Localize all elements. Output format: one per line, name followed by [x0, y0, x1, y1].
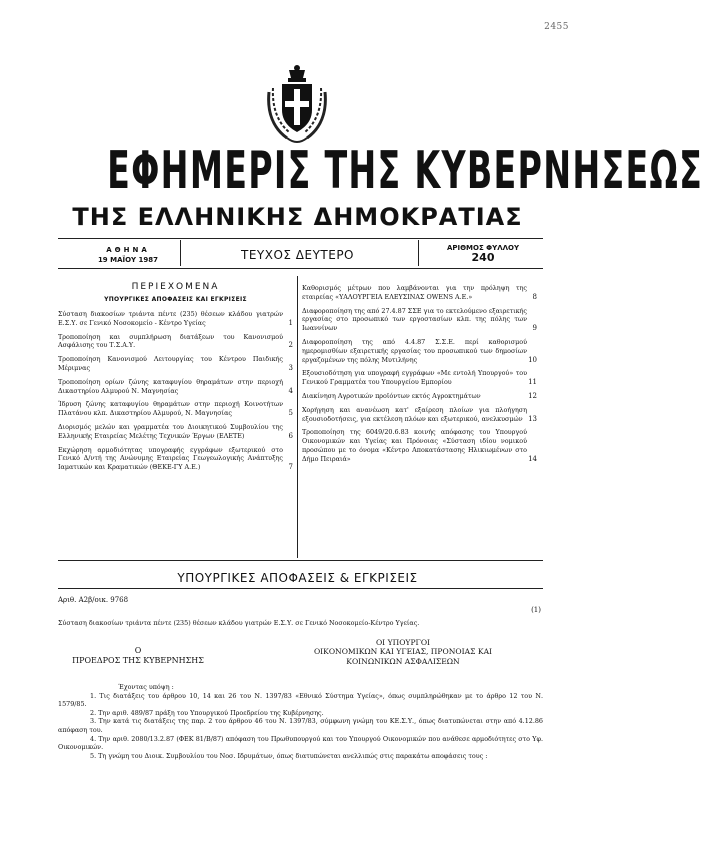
toc-right-column	[302, 284, 537, 469]
body-paragraph: 2. Την αριθ. 489/87 πράξη του Υπουργικού Προεδρείου της Κυβέρνησης.	[90, 708, 324, 717]
greek-coat-of-arms-icon	[263, 62, 331, 146]
toc-item: Τροποποίηση ορίων ζώνης καταφυγίου θηραμάτων στην περιοχή Δικαστηρίου Αλμυρού Ν. Μαγνησίας 4	[58, 377, 293, 395]
header-rule	[58, 238, 543, 239]
toc-column-divider	[297, 276, 298, 558]
toc-item: Χορήγηση και ανανέωση κατ' εξαίρεση πλοίων για πλοήγηση εξουσιοδοτήσεις, για εκτέλεση πλόων και εξωτερικού, ανελκυσμών 13	[302, 405, 537, 423]
toc-page: 7	[288, 463, 293, 472]
body-paragraph: 3. Την κατά τις διατάξεις της παρ. 2 του άρθρου 46 του Ν. 1397/83, σύμφωνη γνώμη του ΚΕ.Σ.Υ., όπως διατυπώνεται στην από 4.12.86 απόφαση του.	[58, 717, 543, 734]
toc-item: Ίδρυση ζώνης καταφυγίου θηραμάτων στην περιοχή Κοινοτήτων Πλατάνου κλπ. Δικαστηρίου Αλμυρού, Ν. Μαγνησίας 5	[58, 400, 293, 418]
sheet-label: ΑΡΙΘΜΟΣ ΦΥΛΛΟΥ	[446, 244, 520, 252]
sheet-info	[428, 243, 538, 263]
toc-page: 11	[528, 378, 537, 387]
toc-item: Εξουσιοδότηση για υπογραφή εγγράφων «Με εντολή Υπουργού» του Γενικού Γραμματέα του Υπουργείου Εμπορίου 11	[302, 369, 537, 387]
issue-date: 19 ΜΑΪΟΥ 1987	[97, 256, 159, 264]
header-divider-left	[180, 240, 181, 266]
decree-subject: Σύσταση διακοσίων τριάντα πέντε (235) θέσεων κλάδου γιατρών Ε.Σ.Υ. σε Γενικό Νοσοκομείο-Κέντρο Υγείας.	[58, 619, 420, 627]
toc-item: Καθορισμός μέτρων που λαμβάνονται για την πρόληψη της εταιρείας «ΥΑΛΟΥΡΓΕΙΑ ΕΛΕΥΣΙΝΑΣ OWENS A.E.» 8	[302, 284, 537, 301]
gazette-subtitle: ΤΗΣ ΕΛΛΗΝΙΚΗΣ ΔΗΜΟΚΡΑΤΙΑΣ	[72, 203, 523, 231]
page-number: 2455	[544, 22, 569, 32]
toc-item: Τροποποίηση της 6049/20.6.83 κοινής απόφασης του Υπουργού Οικονομικών και Υγείας και Πρόνοιας «Σύσταση ιδίου νομικού προσώπου με το όνομα «Κέντρο Αποκατάστασης Ηλικιωμένων στο Δήμο Πειραιά» 14	[302, 428, 537, 463]
toc-page: 3	[288, 363, 293, 372]
toc-item: Διορισμός μελών και γραμματέα του Διοικητικού Συμβουλίου της Ελληνικής Εταιρείας Μελέτης Τεχνικών Έργων (ΕΛΕΤΕ) 6	[58, 422, 293, 440]
toc-page: 2	[288, 341, 293, 350]
toc-page: 5	[288, 409, 293, 418]
issue-label: ΤΕΥΧΟΣ ΔΕΥΤΕΡΟ	[240, 248, 355, 262]
toc-page: 1	[288, 318, 293, 327]
toc-heading: ΠΕΡΙΕΧΟΜΕΝΑ	[131, 282, 220, 292]
body-paragraph: 5. Τη γνώμη του Διοικ. Συμβουλίου του Νοσ. Ιδρυμάτων, όπως διατυπώνεται ανελλιπώς στις παρακάτω αποφάσεις τους :	[90, 751, 488, 760]
body-paragraph: 4. Την αριθ. 2080/13.2.87 (ΦΕΚ 81/Β/87) απόφαση του Πρωθυπουργού και του Υπουργού Οικονομικών που ανάθεσε αρμοδιότητες στο Υφ. Οικονομικών.	[58, 734, 543, 752]
toc-page: 8	[532, 292, 537, 301]
body-paragraph: 1. Τις διατάξεις του άρθρου 10, 14 και 26 του Ν. 1397/83 «Εθνικό Σύστημα Υγείας», όπως συμπληρώθηκαν με το άρθρο 12 του Ν. 1579/85.	[58, 691, 543, 709]
body-paragraph: Έχοντας υπόψη :	[118, 683, 174, 691]
toc-item: Σύσταση διακοσίων τριάντα πέντε (235) θέσεων κλάδου γιατρών Ε.Σ.Υ. σε Γενικό Νοσοκομείο - Κέντρο Υγείας 1	[58, 310, 293, 327]
toc-page: 4	[288, 386, 293, 395]
toc-page: 9	[532, 324, 537, 333]
section-rule	[58, 588, 543, 589]
toc-item: Διαφοροποίηση της από 4.4.87 Σ.Σ.Ε. περί καθορισμού ημερομισθίων εξαιρετικής εργασίας του προσωπικού των δημοσίων εργαζομένων της πόλης Μυτιλήνης 10	[302, 337, 537, 364]
toc-page: 12	[528, 391, 537, 400]
toc-bottom-rule	[58, 560, 543, 561]
header-divider-right	[418, 240, 419, 266]
toc-left-column	[58, 310, 293, 477]
gazette-title: ΕΦΗΜΕΡΙΣ ΤΗΣ ΚΥΒΕΡΝΗΣΕΩΣ	[107, 141, 703, 201]
authority-ministers: ΟΙ ΥΠΟΥΡΓΟΙ ΟΙΚΟΝΟΜΙΚΩΝ ΚΑΙ ΥΓΕΙΑΣ, ΠΡΟΝΟΙΑΣ ΚΑΙ ΚΟΙΝΩΝΙΚΩΝ ΑΣΦΑΛΙΣΕΩΝ	[313, 638, 493, 666]
header-bottom-rule	[58, 268, 543, 269]
toc-item: Εκχώρηση αρμοδιότητας υπογραφής εγγράφων εξωτερικού στο Γενικό Δ/ντή της Ανώνυμης Εταιρείας Γεωγεωλογικής Ανάπτυξης Ιαματικών και Κραματικών (ΘΕΚΕ-ΓΥ Α.Ε.) 7	[58, 445, 293, 472]
toc-item: Τροποποίηση και συμπλήρωση διατάξεων του Κανονισμού Ασφάλισης του Τ.Σ.Α.Υ. 2	[58, 332, 293, 350]
issue-city: ΑΘΗΝΑ	[106, 246, 150, 254]
authority-president: Ο ΠΡΟΕΔΡΟΣ ΤΗΣ ΚΥΒΕΡΝΗΣΗΣ	[72, 646, 204, 665]
toc-page: 6	[288, 431, 293, 440]
decree-reference: Αριθ. Α2β/οικ. 9768	[58, 596, 129, 604]
toc-page: 13	[528, 414, 537, 423]
toc-item: Τροποποίηση Κανονισμού Λειτουργίας του Κέντρου Παιδικής Μέριμνας 3	[58, 355, 293, 372]
toc-item: Διακίνηση Αγροτικών προϊόντων εκτός Αγροκτημάτων 12	[302, 391, 537, 400]
section-title: ΥΠΟΥΡΓΙΚΕΣ ΑΠΟΦΑΣΕΙΣ & ΕΓΚΡΙΣΕΙΣ	[177, 571, 418, 585]
decree-body	[58, 683, 543, 760]
toc-item: Διαφοροποίηση της από 27.4.87 ΣΣΕ για το εκτελούμενο εξαιρετικής εργασίας στο προσωπικό των εργοστασίων κλπ. της πόλης των Ιωαννίνων 9	[302, 306, 537, 333]
toc-subheading: ΥΠΟΥΡΓΙΚΕΣ ΑΠΟΦΑΣΕΙΣ ΚΑΙ ΕΓΚΡΙΣΕΙΣ	[104, 296, 247, 303]
toc-page: 14	[528, 454, 537, 463]
decree-number-mark: (1)	[531, 606, 541, 614]
sheet-number: 240	[471, 251, 495, 264]
issue-place-date	[78, 245, 178, 265]
toc-page: 10	[528, 355, 537, 364]
